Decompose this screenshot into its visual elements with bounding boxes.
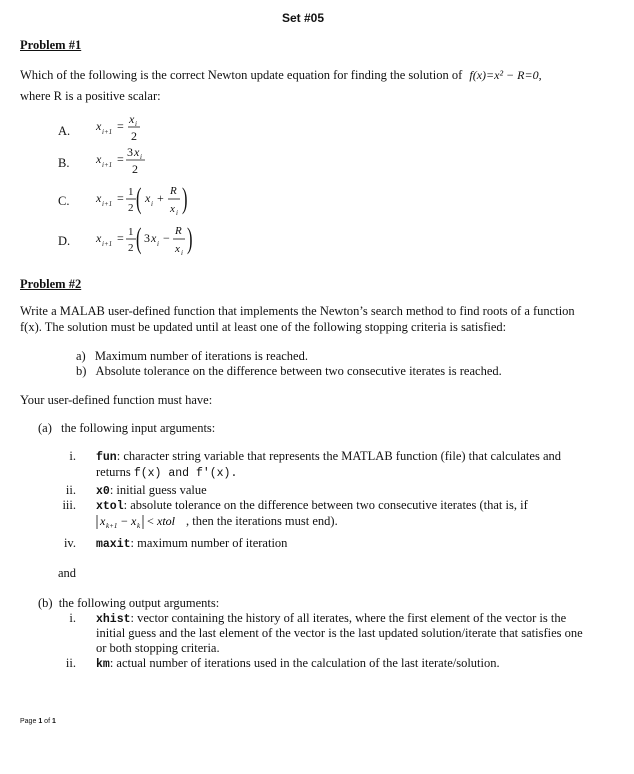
option-d-label: D.: [58, 234, 71, 248]
problem1-heading: Problem #1: [20, 38, 82, 52]
output-item-xhist: [96, 611, 566, 626]
option-c-label: C.: [58, 194, 70, 208]
svg-text:=: =: [117, 119, 124, 133]
option-c-formula: [96, 182, 196, 226]
svg-text:−: −: [121, 514, 128, 528]
svg-text:x: x: [96, 191, 102, 205]
output-item-km: [96, 656, 500, 671]
svg-text:x: x: [134, 145, 140, 159]
problem2-heading: Problem #2: [20, 277, 82, 291]
input-item-x0: [96, 483, 207, 498]
svg-text:i: i: [135, 120, 137, 128]
svg-text:i: i: [151, 200, 153, 208]
input-item-fun: [96, 449, 561, 464]
criterion-b-text: Absolute tolerance on the difference between two consecutive iterates is reached.: [95, 364, 502, 378]
svg-text:x: x: [170, 203, 175, 215]
part-a-label: (a): [38, 421, 52, 435]
svg-text:x: x: [129, 112, 135, 126]
xhist-desc-line2: initial guess and the last element of the vector is the last updated solution/iterate that satisfies one: [96, 626, 583, 640]
svg-text:x: x: [131, 514, 137, 528]
problem1-question-line1: [20, 68, 542, 83]
input-item-i-num: i.: [69, 449, 76, 463]
fun-desc: : character string variable that represents the MATLAB function (file) that calculates and: [116, 449, 561, 463]
svg-text:i+1: i+1: [102, 161, 113, 169]
svg-text:R: R: [175, 225, 182, 237]
svg-text:k: k: [137, 522, 141, 530]
svg-text:): ): [182, 181, 188, 216]
x0-desc: : initial guess value: [109, 483, 207, 497]
svg-text:x: x: [96, 119, 102, 133]
option-b-formula: [96, 145, 166, 185]
svg-text:i: i: [140, 153, 142, 161]
part-a-text: the following input arguments:: [61, 421, 216, 435]
svg-text:2: 2: [132, 162, 138, 176]
footer-page-word: Page: [20, 718, 37, 725]
option-a-label: A.: [58, 124, 71, 138]
svg-text:i+1: i+1: [102, 128, 113, 136]
problem2-intro-line1: Write a MALAB user-defined function that implements the Newton’s search method to find roots of a function: [20, 304, 575, 318]
svg-text:k+1: k+1: [106, 522, 118, 530]
input-item-iv-num: iv.: [63, 536, 76, 550]
footer-page-num: 1: [38, 718, 43, 725]
svg-text:<: <: [147, 514, 154, 528]
xhist-desc-line3: or both stopping criteria.: [96, 641, 220, 655]
footer-of-word: of: [44, 718, 51, 725]
part-b-label: (b): [38, 596, 53, 610]
svg-text:x: x: [151, 231, 157, 245]
x0-code: x0: [96, 485, 110, 498]
svg-text:2: 2: [128, 202, 134, 214]
svg-text:2: 2: [131, 129, 137, 143]
svg-text:): ): [187, 221, 193, 256]
svg-text:2: 2: [128, 242, 134, 254]
criterion-a: [76, 349, 308, 364]
input-item-iii-num: iii.: [62, 498, 76, 512]
fun-returns: returns: [96, 465, 131, 479]
option-d-formula: [96, 222, 201, 266]
svg-text:1: 1: [128, 226, 134, 238]
footer-page-total: 1: [51, 718, 56, 725]
page-footer: [20, 718, 56, 725]
fun-returns-code: f(x) and f′(x).: [133, 467, 238, 480]
problem1-question-text: Which of the following is the correct Newton update equation for finding the solution of: [20, 68, 463, 82]
input-item-maxit: [96, 536, 287, 551]
part-b-text: the following output arguments:: [58, 596, 220, 610]
km-code: km: [96, 658, 110, 671]
output-item-ii-num: ii.: [65, 656, 76, 670]
and-text: and: [58, 566, 77, 580]
xtol-desc-end: , then the iterations must end).: [186, 513, 338, 528]
problem2-intro-line2: f(x). The solution must be updated until at least one of the following stopping criteria is satisfied:: [20, 320, 507, 334]
svg-text:(: (: [136, 181, 142, 216]
xtol-code: xtol: [96, 500, 124, 513]
svg-text:i: i: [176, 209, 178, 217]
svg-text:x: x: [175, 243, 180, 255]
xhist-desc: : vector containing the history of all iterates, where the first element of the vector is the: [130, 611, 567, 625]
input-item-xtol-line2: [96, 512, 338, 532]
tolerance-formula: [96, 512, 186, 532]
maxit-desc: : maximum number of iteration: [130, 536, 288, 550]
input-item-xtol: [96, 498, 528, 513]
svg-text:xtol: xtol: [157, 514, 175, 528]
maxit-code: maxit: [96, 538, 131, 551]
svg-text:3: 3: [127, 145, 133, 159]
km-desc: : actual number of iterations used in the calculation of the last iterate/solution.: [109, 656, 500, 670]
criterion-b-label: b): [76, 364, 87, 378]
svg-text:x: x: [100, 514, 106, 528]
svg-text:x: x: [145, 191, 151, 205]
criterion-a-text: Maximum number of iterations is reached.: [94, 349, 308, 363]
svg-text:=: =: [117, 191, 124, 205]
svg-text:R: R: [170, 185, 177, 197]
svg-text:(: (: [136, 221, 142, 256]
svg-text:i+1: i+1: [102, 240, 113, 248]
fun-code: fun: [96, 451, 117, 464]
part-a-heading: [38, 421, 215, 436]
part-b-heading: [38, 596, 219, 611]
input-item-fun-line2: [96, 465, 237, 480]
xhist-code: xhist: [96, 613, 131, 626]
option-b-label: B.: [58, 156, 70, 170]
svg-text:i: i: [181, 249, 183, 257]
svg-text:=: =: [117, 231, 124, 245]
criterion-b: [76, 364, 502, 379]
svg-text:=: =: [117, 152, 124, 166]
output-item-i-num: i.: [69, 611, 76, 625]
svg-text:1: 1: [128, 186, 134, 198]
must-have-text: Your user-defined function must have:: [20, 393, 213, 407]
criterion-a-label: a): [76, 349, 86, 363]
svg-text:i: i: [157, 240, 159, 248]
svg-text:x: x: [96, 231, 102, 245]
svg-text:i+1: i+1: [102, 200, 113, 208]
svg-text:+: +: [157, 191, 164, 205]
page-title: Set #05: [282, 11, 325, 25]
svg-text:−: −: [163, 231, 170, 245]
svg-text:3: 3: [144, 231, 150, 245]
xtol-desc: : absolute tolerance on the difference between two consecutive iterates (that is, if: [123, 498, 528, 512]
problem1-question-line2: where R is a positive scalar:: [20, 89, 161, 103]
svg-text:x: x: [96, 152, 102, 166]
problem1-equation: f(x)=x² − R=0,: [469, 68, 542, 82]
input-item-ii-num: ii.: [65, 483, 76, 497]
